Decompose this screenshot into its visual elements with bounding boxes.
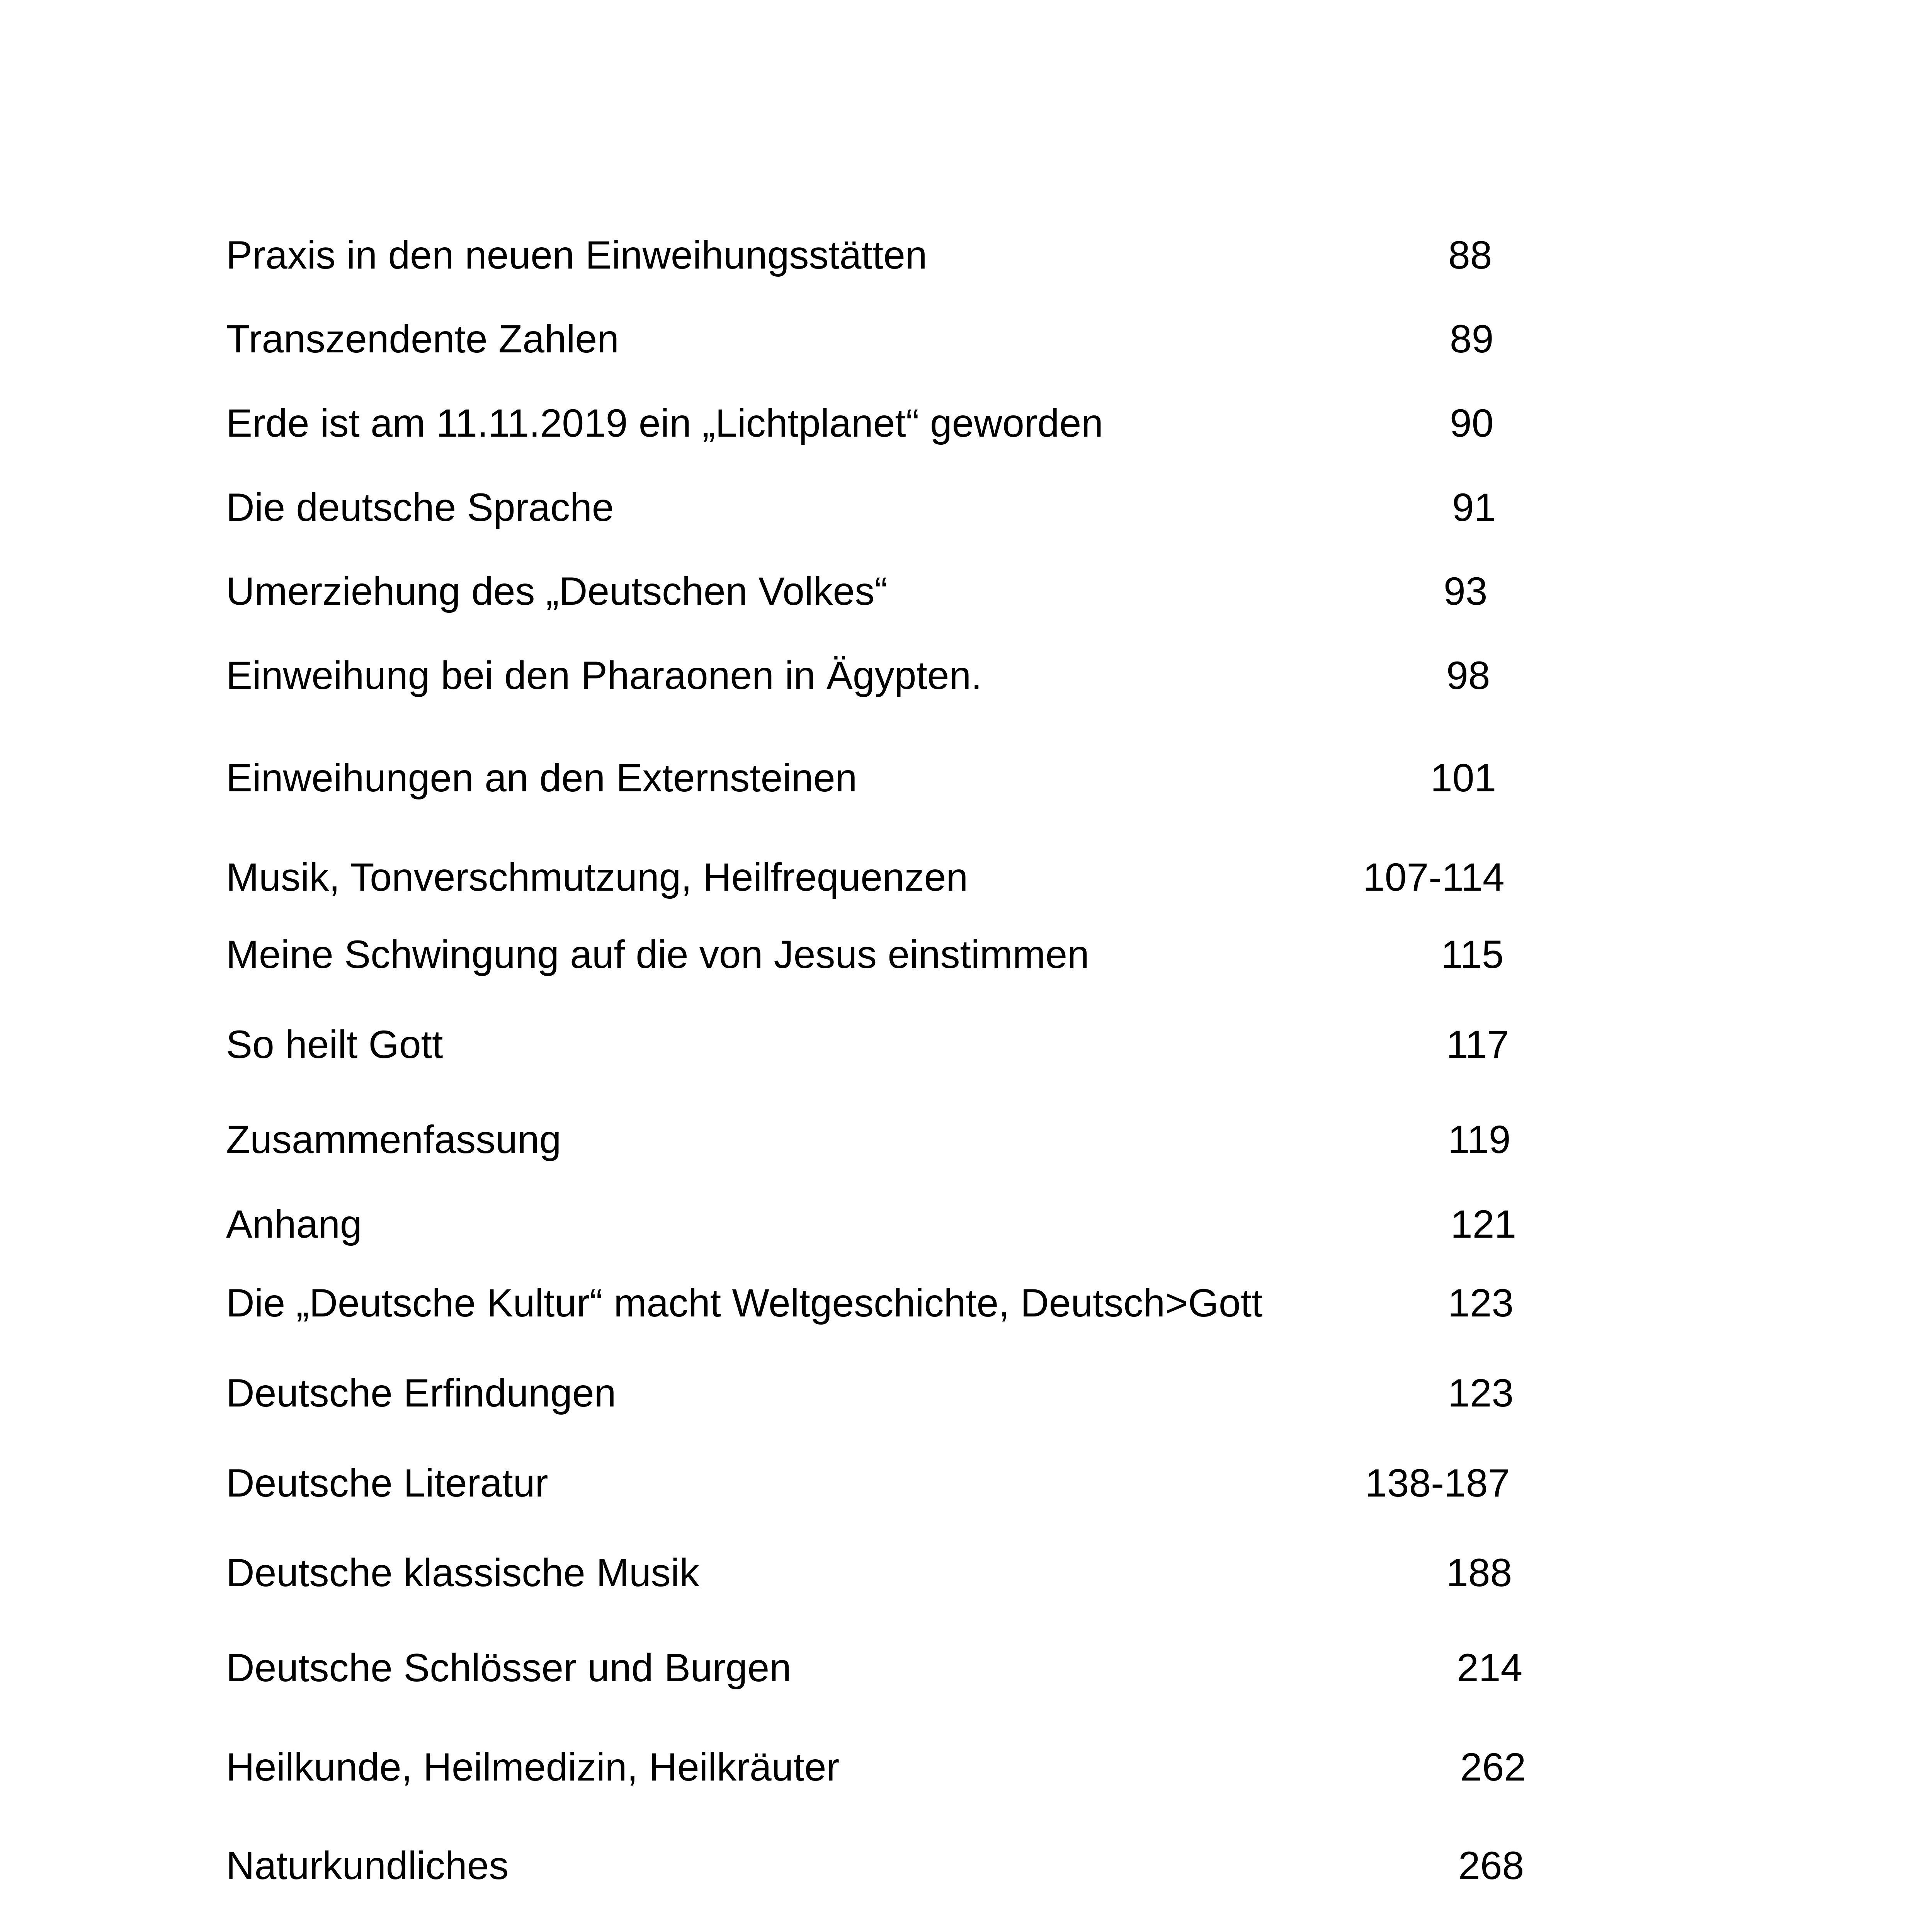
toc-entry-title: Die „Deutsche Kultur“ macht Weltgeschichte, Deutsch>Gott bbox=[226, 1281, 1263, 1325]
toc-entry-page: 262 bbox=[1460, 1745, 1526, 1789]
toc-entry bbox=[0, 1643, 1932, 1693]
toc-entry-page: 123 bbox=[1448, 1281, 1514, 1325]
toc-entry-title: Erde ist am 11.11.2019 ein „Lichtplanet“ geworden bbox=[226, 401, 1103, 445]
toc-entry-title: Deutsche Erfindungen bbox=[226, 1371, 616, 1415]
toc-entry-page: 123 bbox=[1448, 1371, 1514, 1415]
toc-entry-page: 93 bbox=[1444, 569, 1488, 613]
toc-entry-title: Naturkundliches bbox=[226, 1844, 509, 1888]
toc-entry bbox=[0, 1278, 1932, 1328]
toc-entry-page: 115 bbox=[1441, 932, 1504, 976]
toc-entry-title: Meine Schwingung auf die von Jesus einstimmen bbox=[226, 932, 1089, 976]
toc-entry-page: 101 bbox=[1430, 756, 1497, 800]
toc-entry-page: 107-114 bbox=[1363, 855, 1505, 899]
toc-entry-title: Zusammenfassung bbox=[226, 1117, 561, 1162]
toc-entry-title: Heilkunde, Heilmedizin, Heilkräuter bbox=[226, 1745, 840, 1789]
toc-entry bbox=[0, 1019, 1932, 1070]
toc-entry bbox=[0, 753, 1932, 803]
toc-entry bbox=[0, 1368, 1932, 1418]
toc-entry-title: Anhang bbox=[226, 1202, 362, 1246]
toc-entry bbox=[0, 1114, 1932, 1165]
toc-entry-title: Deutsche Literatur bbox=[226, 1461, 548, 1505]
toc-entry-page: 138-187 bbox=[1365, 1461, 1510, 1505]
toc-entry bbox=[0, 650, 1932, 701]
toc-entry bbox=[0, 1742, 1932, 1792]
toc-entry bbox=[0, 566, 1932, 616]
toc-entry bbox=[0, 1199, 1932, 1249]
toc-entry bbox=[0, 1840, 1932, 1891]
toc-entry bbox=[0, 852, 1932, 902]
toc-entry-page: 117 bbox=[1446, 1022, 1509, 1066]
toc-entry-title: Deutsche klassische Musik bbox=[226, 1551, 699, 1595]
toc-entry-page: 98 bbox=[1446, 653, 1490, 697]
toc-entry bbox=[0, 314, 1932, 364]
toc-entry bbox=[0, 1548, 1932, 1598]
toc-entry bbox=[0, 1458, 1932, 1508]
toc-entry bbox=[0, 482, 1932, 532]
toc-entry-title: Einweihung bei den Pharaonen in Ägypten. bbox=[226, 653, 982, 697]
toc-entry-title: Musik, Tonverschmutzung, Heilfrequenzen bbox=[226, 855, 968, 899]
toc-entry-page: 91 bbox=[1452, 485, 1496, 529]
toc-entry-page: 121 bbox=[1451, 1202, 1517, 1246]
toc-entry-page: 88 bbox=[1448, 233, 1492, 277]
toc-entry-title: Die deutsche Sprache bbox=[226, 485, 614, 529]
toc-entry bbox=[0, 230, 1932, 280]
toc-entry-page: 119 bbox=[1448, 1117, 1511, 1162]
toc-entry-page: 90 bbox=[1450, 401, 1494, 445]
toc-entry-title: Umerziehung des „Deutschen Volkes“ bbox=[226, 569, 888, 613]
toc-entry-title: Transzendente Zahlen bbox=[226, 317, 619, 361]
toc-entry-title: Einweihungen an den Externsteinen bbox=[226, 756, 857, 800]
toc-entry-page: 268 bbox=[1458, 1844, 1524, 1888]
toc-entry-page: 214 bbox=[1457, 1646, 1523, 1690]
toc-entry-page: 188 bbox=[1446, 1551, 1512, 1595]
toc-entry bbox=[0, 398, 1932, 448]
toc-entry-title: So heilt Gott bbox=[226, 1022, 443, 1066]
toc-entry-title: Praxis in den neuen Einweihungsstätten bbox=[226, 233, 927, 277]
toc-entry-title: Deutsche Schlösser und Burgen bbox=[226, 1646, 791, 1690]
toc-entry bbox=[0, 929, 1932, 980]
toc-entry-page: 89 bbox=[1450, 317, 1494, 361]
